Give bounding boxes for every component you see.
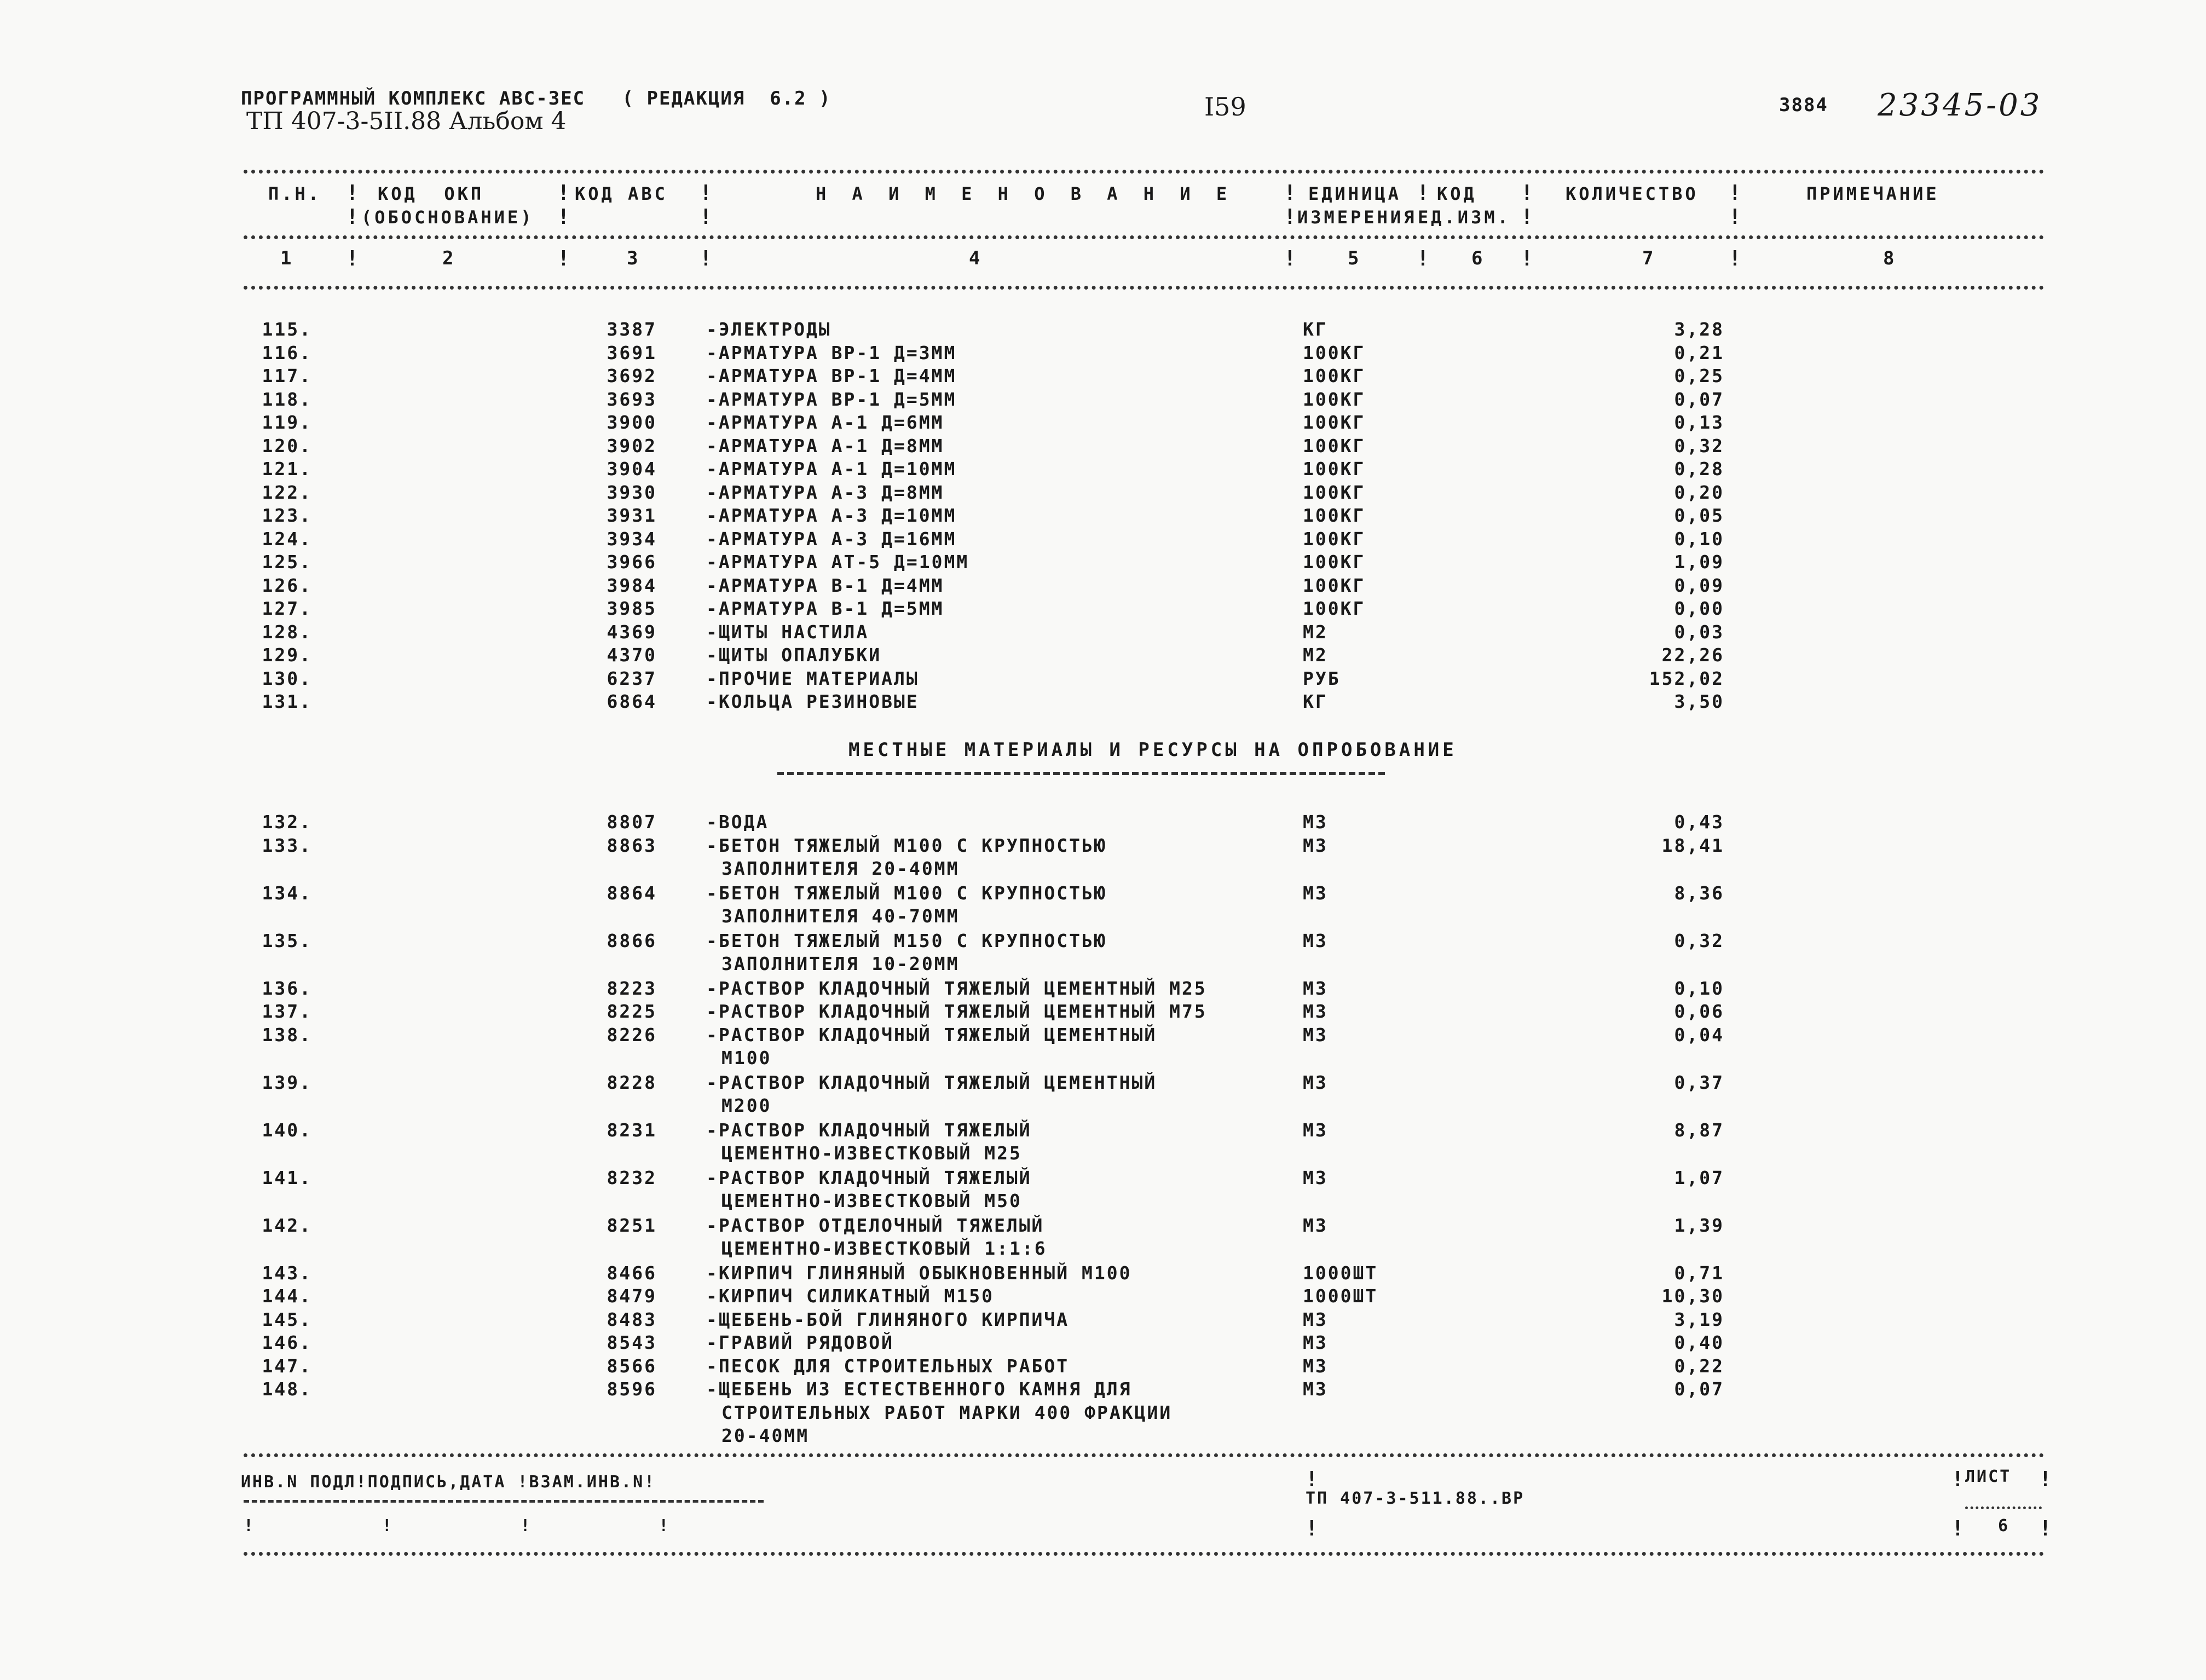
row-number: 127. [262,598,312,619]
row-code: 3966 [607,551,657,573]
row-name-line: -АРМАТУРА АТ-5 Д=10ММ [706,551,969,573]
row-unit: М3 [1303,1001,1328,1022]
row-code: 3387 [607,319,657,340]
row-name-line: ЗАПОЛНИТЕЛЯ 10-20ММ [721,953,960,974]
row-name-line: -РАСТВОР КЛАДОЧНЫЙ ТЯЖЕЛЫЙ ЦЕМЕНТНЫЙ [706,1071,1157,1093]
row-name-line: ЦЕМЕНТНО-ИЗВЕСТКОВЫЙ 1:1:6 [721,1238,1047,1259]
row-code: 8566 [607,1355,657,1377]
row-name-line: -АРМАТУРА ВР-1 Д=3ММ [706,342,957,363]
col-header-okp: КОД ОКП [378,183,484,204]
row-unit: М3 [1303,1355,1328,1377]
header-separator: ! [700,205,712,229]
row-name-line: -БЕТОН ТЯЖЕЛЫЙ М150 С КРУПНОСТЬЮ [706,930,1107,951]
row-code: 3931 [607,505,657,526]
row-name-line: -РАСТВОР КЛАДОЧНЫЙ ТЯЖЕЛЫЙ [706,1167,1032,1188]
row-code: 8866 [607,930,657,951]
row-quantity: 3,28 [1674,319,1724,340]
footer-separator: ! [1951,1467,1964,1491]
row-number: 120. [262,435,312,457]
row-number: 118. [262,388,312,410]
row-unit: 100КГ [1303,412,1366,433]
page-number: I59 [1204,92,1246,122]
row-name-line: -ПЕСОК ДЛЯ СТРОИТЕЛЬНЫХ РАБОТ [706,1355,1070,1377]
row-name-line: -АРМАТУРА В-1 Д=5ММ [706,598,944,619]
col-header-quantity: КОЛИЧЕСТВО [1566,183,1699,204]
section-underline [777,772,1385,775]
row-number: 135. [262,930,312,951]
row-name-line: -ВОДА [706,811,769,833]
row-name-line: -КОЛЬЦА РЕЗИНОВЫЕ [706,691,919,712]
row-name-line: -АРМАТУРА А-1 Д=8ММ [706,435,944,457]
table-top-rule [244,170,2045,174]
col-header-note: ПРИМЕЧАНИЕ [1806,183,1939,204]
footer-separator: ! [2039,1467,2052,1491]
row-unit: М3 [1303,1024,1328,1046]
row-name-line: СТРОИТЕЛЬНЫХ РАБОТ МАРКИ 400 ФРАКЦИИ [721,1401,1173,1423]
row-name-line: -РАСТВОР КЛАДОЧНЫЙ ТЯЖЕЛЫЙ ЦЕМЕНТНЫЙ М25 [706,977,1207,999]
row-unit: М3 [1303,1167,1328,1188]
row-code: 6864 [607,691,657,712]
row-name-line: -АРМАТУРА А-3 Д=16ММ [706,528,957,550]
row-name-line: -АРМАТУРА А-1 Д=6ММ [706,412,944,433]
row-code: 4370 [607,644,657,666]
row-code: 3693 [607,388,657,410]
row-quantity: 8,87 [1674,1119,1724,1141]
header-separator: ! [1417,246,1429,270]
row-unit: 100КГ [1303,481,1366,503]
row-quantity: 0,32 [1674,930,1724,951]
row-code: 8807 [607,811,657,833]
row-number: 142. [262,1214,312,1236]
row-quantity: 0,28 [1674,458,1724,480]
header-separator: ! [1729,205,1741,229]
col-number: 4 [969,247,980,269]
row-quantity: 3,50 [1674,691,1724,712]
row-unit: М3 [1303,1332,1328,1353]
row-number: 146. [262,1332,312,1353]
row-number: 121. [262,458,312,480]
row-number: 139. [262,1071,312,1093]
stamp-cells: ! ! ! ! [244,1516,671,1535]
row-code: 8228 [607,1071,657,1093]
row-quantity: 0,10 [1674,528,1724,550]
row-number: 128. [262,621,312,643]
header-separator: ! [1284,205,1296,229]
header-separator: ! [1521,205,1533,229]
row-code: 8483 [607,1308,657,1330]
row-quantity: 10,30 [1661,1285,1724,1307]
row-number: 148. [262,1378,312,1400]
row-number: 123. [262,505,312,526]
row-name-line: -АРМАТУРА В-1 Д=4ММ [706,574,944,596]
col-number: 2 [442,247,454,269]
row-code: 3930 [607,481,657,503]
row-code: 8231 [607,1119,657,1141]
row-number: 145. [262,1308,312,1330]
col-number: 7 [1642,247,1654,269]
header-separator: ! [1284,246,1296,270]
row-unit: 100КГ [1303,505,1366,526]
row-number: 132. [262,811,312,833]
header-separator: ! [1284,181,1296,205]
row-number: 143. [262,1262,312,1284]
row-unit: 1000ШТ [1303,1262,1378,1284]
col-number: 3 [627,247,638,269]
row-unit: 100КГ [1303,574,1366,596]
row-name-line: -РАСТВОР КЛАДОЧНЫЙ ТЯЖЕЛЫЙ ЦЕМЕНТНЫЙ М75 [706,1001,1207,1022]
row-number: 122. [262,481,312,503]
row-quantity: 0,43 [1674,811,1724,833]
row-code: 8864 [607,882,657,904]
col-number: 1 [280,247,292,269]
row-unit: М3 [1303,977,1328,999]
row-unit: РУБ [1303,667,1341,689]
row-code: 8479 [607,1285,657,1307]
row-code: 8596 [607,1378,657,1400]
row-name-line: -КИРПИЧ ГЛИНЯНЫЙ ОБЫКНОВЕННЫЙ М100 [706,1262,1132,1284]
row-number: 136. [262,977,312,999]
col-header-name: Н А И М Е Н О В А Н И Е [816,183,1235,204]
row-code: 8466 [607,1262,657,1284]
row-unit: 100КГ [1303,551,1366,573]
row-name-line: -ЩЕБЕНЬ-БОЙ ГЛИНЯНОГО КИРПИЧА [706,1308,1070,1330]
col-header-num: П.Н. [268,183,322,204]
row-number: 119. [262,412,312,433]
row-code: 8223 [607,977,657,999]
row-unit: КГ [1303,319,1328,340]
row-code: 3934 [607,528,657,550]
row-unit: М3 [1303,811,1328,833]
row-unit: 100КГ [1303,598,1366,619]
row-quantity: 1,09 [1674,551,1724,573]
row-quantity: 0,37 [1674,1071,1724,1093]
row-name-line: ЗАПОЛНИТЕЛЯ 20-40ММ [721,858,960,879]
row-quantity: 1,07 [1674,1167,1724,1188]
row-unit: М3 [1303,930,1328,951]
row-code: 8251 [607,1214,657,1236]
row-name-line: -ЩИТЫ НАСТИЛА [706,621,869,643]
row-number: 130. [262,667,312,689]
stamp-fields: ИНВ.N ПОДЛ!ПОДПИСЬ,ДАТА !ВЗАМ.ИНВ.N! [241,1473,656,1492]
header-separator: ! [346,205,359,229]
sheet-number: 6 [1998,1516,2010,1535]
footer-separator: ! [1306,1516,1318,1540]
row-name-line: -АРМАТУРА ВР-1 Д=5ММ [706,388,957,410]
row-name-line: М100 [721,1047,772,1069]
header-separator: ! [557,205,570,229]
handwritten-number: 23345-03 [1878,88,2042,123]
row-name-line: -БЕТОН ТЯЖЕЛЫЙ М100 С КРУПНОСТЬЮ [706,834,1107,856]
row-unit: 100КГ [1303,365,1366,386]
row-name-line: -АРМАТУРА А-3 Д=10ММ [706,505,957,526]
row-name-line: -АРМАТУРА А-3 Д=8ММ [706,481,944,503]
row-number: 117. [262,365,312,386]
row-name-line: М200 [721,1095,772,1116]
row-unit: 100КГ [1303,388,1366,410]
row-code: 3985 [607,598,657,619]
row-quantity: 0,25 [1674,365,1724,386]
header-separator: ! [557,181,570,205]
row-unit: М2 [1303,621,1328,643]
row-code: 8232 [607,1167,657,1188]
program-header: ПРОГРАММНЫЙ КОМПЛЕКС АВС-3ЕС ( РЕДАКЦИЯ 6.2 ) [241,88,831,109]
row-quantity: 0,09 [1674,574,1724,596]
header-separator: ! [1521,181,1533,205]
row-quantity: 0,05 [1674,505,1724,526]
row-code: 3904 [607,458,657,480]
row-number: 134. [262,882,312,904]
row-quantity: 0,71 [1674,1262,1724,1284]
row-quantity: 0,03 [1674,621,1724,643]
row-name-line: -РАСТВОР ОТДЕЛОЧНЫЙ ТЯЖЕЛЫЙ [706,1214,1044,1236]
row-number: 131. [262,691,312,712]
header-separator: ! [346,246,359,270]
col-header-unit: ЕДИНИЦА [1308,183,1401,204]
row-name-line: ЗАПОЛНИТЕЛЯ 40-70ММ [721,905,960,927]
row-quantity: 0,00 [1674,598,1724,619]
row-quantity: 0,07 [1674,388,1724,410]
row-quantity: 22,26 [1661,644,1724,666]
row-number: 141. [262,1167,312,1188]
col-number: 6 [1471,247,1483,269]
header-separator: ! [1729,181,1741,205]
row-quantity: 0,20 [1674,481,1724,503]
row-unit: М3 [1303,1071,1328,1093]
footer-top-rule [244,1453,2045,1457]
row-unit: 1000ШТ [1303,1285,1378,1307]
row-number: 140. [262,1119,312,1141]
header-bottom-rule [244,286,2045,290]
row-unit: 100КГ [1303,435,1366,457]
row-quantity: 0,04 [1674,1024,1724,1046]
row-name-line: -РАСТВОР КЛАДОЧНЫЙ ТЯЖЕЛЫЙ [706,1119,1032,1141]
row-unit: М3 [1303,1214,1328,1236]
row-quantity: 0,32 [1674,435,1724,457]
row-quantity: 0,40 [1674,1332,1724,1353]
header-separator: ! [700,181,712,205]
row-number: 116. [262,342,312,363]
header-separator: ! [346,181,359,205]
row-name-line: ЦЕМЕНТНО-ИЗВЕСТКОВЫЙ М50 [721,1190,1022,1211]
col-number: 5 [1348,247,1359,269]
row-name-line: -ЩИТЫ ОПАЛУБКИ [706,644,882,666]
row-quantity: 3,19 [1674,1308,1724,1330]
row-quantity: 152,02 [1649,667,1724,689]
row-unit: 100КГ [1303,458,1366,480]
row-number: 137. [262,1001,312,1022]
row-unit: М3 [1303,1308,1328,1330]
row-name-line: -АРМАТУРА А-1 Д=10ММ [706,458,957,480]
row-number: 129. [262,644,312,666]
footer-separator: ! [2039,1516,2052,1540]
col-header-okp-sub: (ОБОСНОВАНИЕ) [361,207,534,228]
col-header-unit-code: КОД [1437,183,1477,204]
row-name-line: -БЕТОН ТЯЖЕЛЫЙ М100 С КРУПНОСТЬЮ [706,882,1107,904]
sheet-rule [1965,1506,2042,1509]
row-quantity: 0,10 [1674,977,1724,999]
stamp-rule [244,1500,764,1503]
row-quantity: 1,39 [1674,1214,1724,1236]
header-separator: ! [700,246,712,270]
row-code: 8543 [607,1332,657,1353]
row-quantity: 0,21 [1674,342,1724,363]
row-code: 3902 [607,435,657,457]
row-number: 124. [262,528,312,550]
row-name-line: -ЭЛЕКТРОДЫ [706,319,831,340]
row-name-line: -КИРПИЧ СИЛИКАТНЫЙ М150 [706,1285,994,1307]
col-number: 8 [1883,247,1895,269]
row-name-line: -ЩЕБЕНЬ ИЗ ЕСТЕСТВЕННОГО КАМНЯ ДЛЯ [706,1378,1132,1400]
footer-doc-code: ТП 407-3-511.88..ВР [1306,1489,1525,1508]
row-unit: КГ [1303,691,1328,712]
row-code: 6237 [607,667,657,689]
row-name-line: 20-40ММ [721,1425,810,1446]
row-number: 144. [262,1285,312,1307]
document-code: 3884 [1779,94,1828,116]
header-separator: ! [1417,181,1429,205]
col-header-unit-code-sub: ЕД.ИЗМ. [1418,207,1511,228]
header-separator: ! [1521,246,1533,270]
row-code: 3692 [607,365,657,386]
row-code: 3900 [607,412,657,433]
col-header-unit-sub: ИЗМЕРЕНИЯ [1297,207,1417,228]
row-quantity: 0,22 [1674,1355,1724,1377]
row-unit: 100КГ [1303,528,1366,550]
header-mid-rule [244,235,2045,239]
row-number: 133. [262,834,312,856]
row-code: 4369 [607,621,657,643]
row-unit: М3 [1303,882,1328,904]
row-number: 115. [262,319,312,340]
row-code: 3984 [607,574,657,596]
row-code: 8863 [607,834,657,856]
row-unit: 100КГ [1303,342,1366,363]
row-number: 125. [262,551,312,573]
row-number: 147. [262,1355,312,1377]
row-unit: М3 [1303,1378,1328,1400]
row-unit: М3 [1303,834,1328,856]
footer-separator: ! [1306,1467,1318,1491]
row-number: 138. [262,1024,312,1046]
row-quantity: 0,06 [1674,1001,1724,1022]
footer-separator: ! [1951,1516,1964,1540]
row-quantity: 18,41 [1661,834,1724,856]
project-title: ТП 407-3-5II.88 Альбом 4 [246,107,567,135]
header-separator: ! [557,246,570,270]
header-separator: ! [1729,246,1741,270]
footer-bottom-rule [244,1552,2045,1556]
row-name-line: -РАСТВОР КЛАДОЧНЫЙ ТЯЖЕЛЫЙ ЦЕМЕНТНЫЙ [706,1024,1157,1046]
section-title: МЕСТНЫЕ МАТЕРИАЛЫ И РЕСУРСЫ НА ОПРОБОВАНИЕ [848,739,1457,761]
row-code: 8226 [607,1024,657,1046]
row-number: 126. [262,574,312,596]
row-code: 3691 [607,342,657,363]
row-quantity: 0,07 [1674,1378,1724,1400]
row-name-line: -АРМАТУРА ВР-1 Д=4ММ [706,365,957,386]
row-quantity: 0,13 [1674,412,1724,433]
row-unit: М2 [1303,644,1328,666]
row-name-line: -ПРОЧИЕ МАТЕРИАЛЫ [706,667,919,689]
row-unit: М3 [1303,1119,1328,1141]
col-header-abc: КОД АВС [575,183,668,204]
row-quantity: 8,36 [1674,882,1724,904]
row-name-line: ЦЕМЕНТНО-ИЗВЕСТКОВЫЙ М25 [721,1142,1022,1164]
row-name-line: -ГРАВИЙ РЯДОВОЙ [706,1332,894,1353]
sheet-label: ЛИСТ [1965,1467,2012,1486]
row-code: 8225 [607,1001,657,1022]
